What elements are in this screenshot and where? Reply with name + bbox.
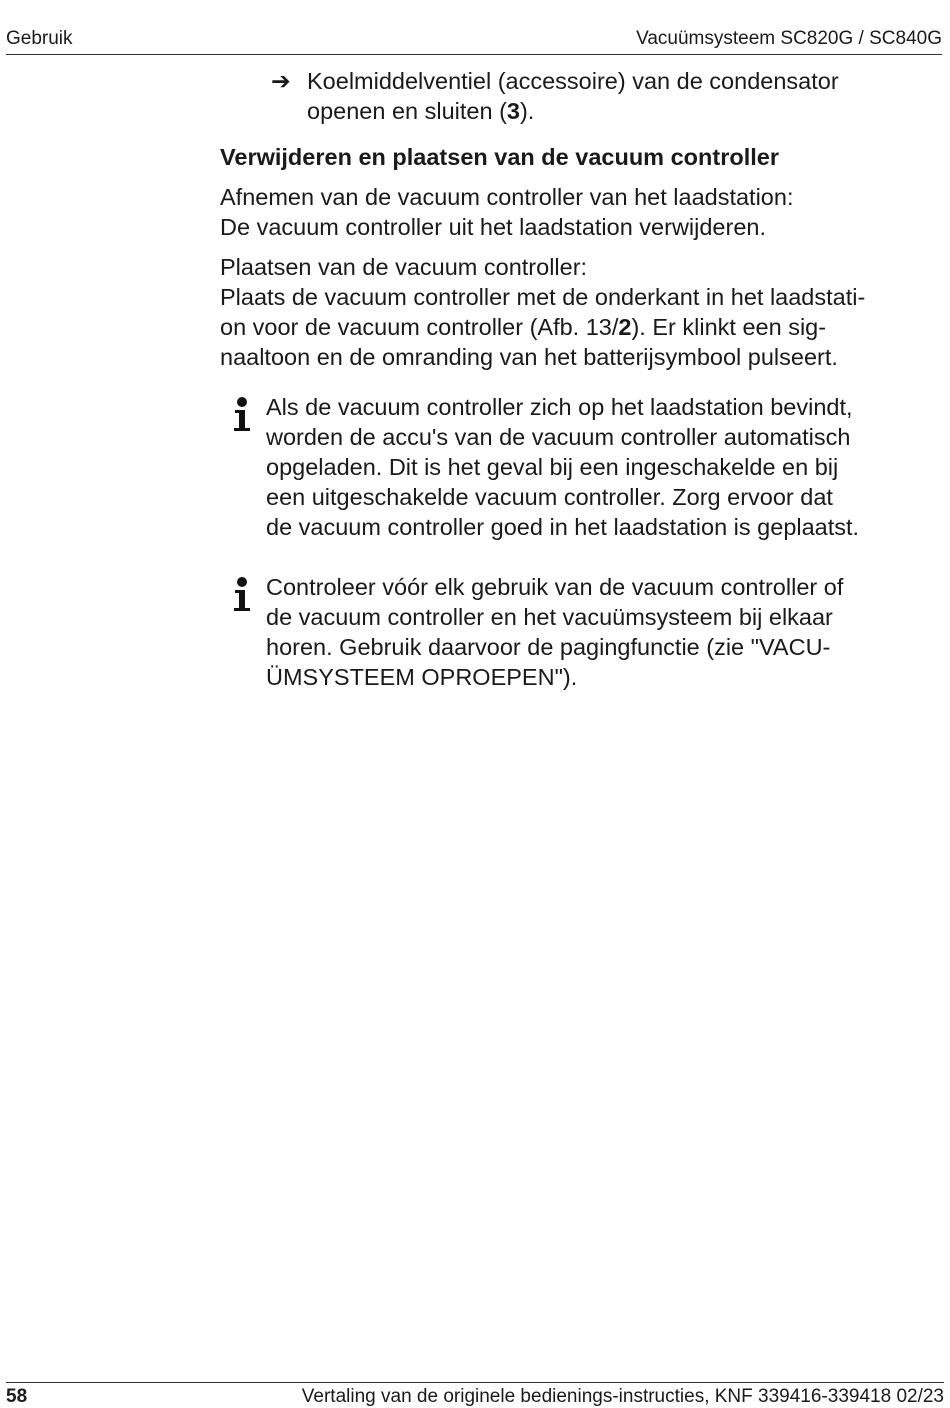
page-content bbox=[220, 66, 935, 692]
paragraph-line: Plaats de vacuum controller met de onderkant in het laadstati- bbox=[220, 284, 866, 310]
note-line: horen. Gebruik daarvoor de pagingfunctie (zie "VACU- bbox=[266, 634, 831, 660]
paragraph-line: Afnemen van de vacuum controller van het laadstation: bbox=[220, 184, 794, 210]
remove-paragraph bbox=[220, 182, 935, 242]
header-section-title: Gebruik bbox=[6, 28, 73, 49]
page-number: 58 bbox=[6, 1386, 28, 1407]
page-footer bbox=[6, 1382, 944, 1407]
info-icon bbox=[232, 576, 252, 616]
paragraph-line: on voor de vacuum controller (Afb. 13/2). Er klinkt een sig- bbox=[220, 314, 827, 340]
note-line: ÜMSYSTEEM OPROEPEN"). bbox=[266, 664, 578, 690]
figure-reference: 2 bbox=[618, 314, 632, 340]
note-line: Controleer vóór elk gebruik van de vacuum controller of bbox=[266, 574, 844, 600]
place-paragraph bbox=[220, 252, 935, 372]
arrow-right-icon: ➔ bbox=[271, 68, 291, 94]
step-line: openen en sluiten (3). bbox=[307, 98, 535, 124]
note-line: worden de accu's van de vacuum controller automatisch bbox=[266, 424, 851, 450]
note-line: Als de vacuum controller zich op het laadstation bevindt, bbox=[266, 394, 853, 420]
note-line: een uitgeschakelde vacuum controller. Zorg ervoor dat bbox=[266, 484, 833, 510]
page-header bbox=[6, 28, 942, 55]
footer-source: Vertaling van de originele bedienings-instructies, KNF 339416-339418 02/23 bbox=[301, 1386, 944, 1407]
note-line: de vacuum controller goed in het laadstation is geplaatst. bbox=[266, 514, 860, 540]
figure-reference: 3 bbox=[506, 98, 520, 124]
paragraph-line: De vacuum controller uit het laadstation verwijderen. bbox=[220, 214, 766, 240]
info-icon bbox=[232, 396, 252, 436]
paragraph-line: Plaatsen van de vacuum controller: bbox=[220, 254, 588, 280]
instruction-step bbox=[219, 66, 935, 126]
info-note bbox=[220, 572, 935, 692]
step-line: Koelmiddelventiel (accessoire) van de condensator bbox=[307, 68, 839, 94]
note-line: de vacuum controller en het vacuümsysteem bij elkaar bbox=[266, 604, 833, 630]
section-heading: Verwijderen en plaatsen van de vacuum controller bbox=[220, 144, 779, 170]
info-note bbox=[220, 392, 935, 542]
note-line: opgeladen. Dit is het geval bij een ingeschakelde en bij bbox=[266, 454, 839, 480]
paragraph-line: naaltoon en de omranding van het batterijsymbool pulseert. bbox=[220, 344, 838, 370]
header-product-title: Vacuümsysteem SC820G / SC840G bbox=[636, 28, 942, 49]
